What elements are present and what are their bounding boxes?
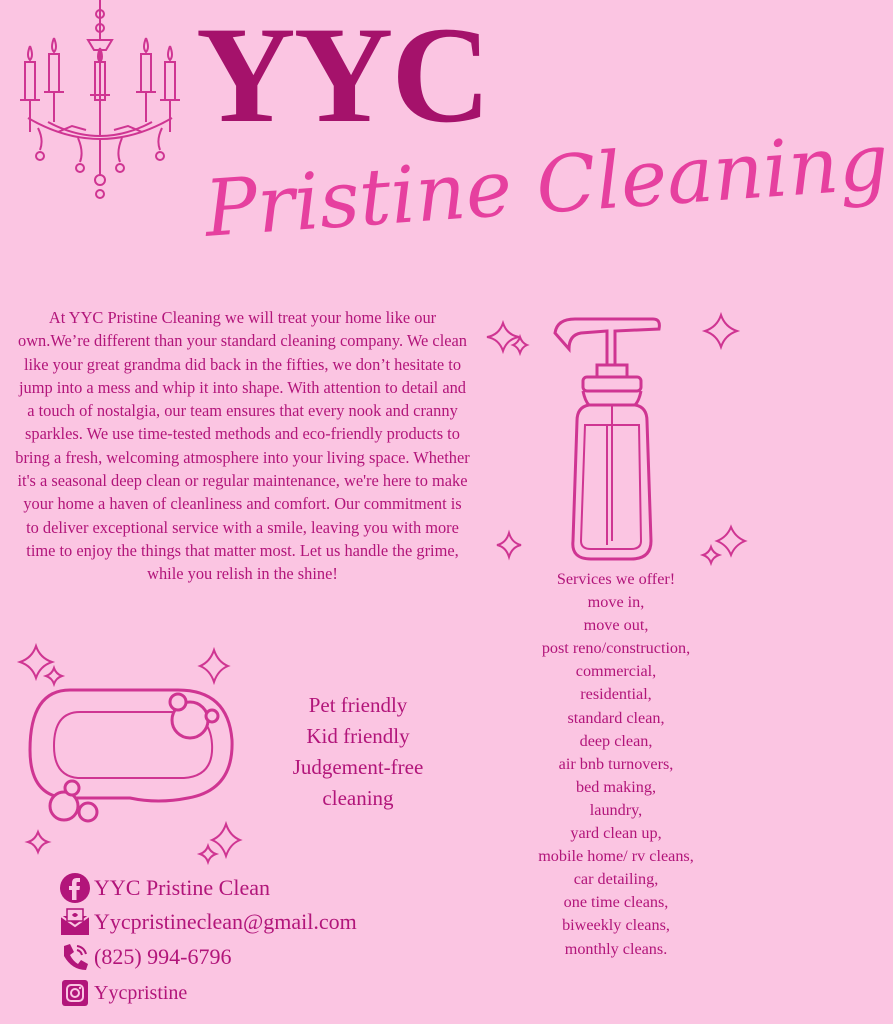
features-list — [268, 690, 448, 814]
feature-item: Pet friendly — [308, 693, 408, 717]
brand-subtitle: Pristine Cleaning — [201, 117, 892, 255]
service-item: yard clean up, — [570, 824, 662, 843]
soap-bar-icon — [18, 640, 250, 868]
feature-item: Kid friendly — [306, 724, 410, 748]
contact-facebook[interactable] — [60, 872, 270, 904]
service-item: move in, — [587, 593, 645, 612]
contact-phone[interactable] — [60, 941, 231, 973]
contact-instagram[interactable] — [60, 977, 187, 1009]
intro-paragraph: At YYC Pristine Cleaning we will treat your home like our own.We’re different than your standard cleaning company. We clean like your great grandma did back in the fifties, we don’t hesitate to jump into a mess and whip it into shape. With attention to detail and a touch of nostalgia, our team ensures that every nook and cranny sparkles. We use time-tested methods and eco-friendly products to bring a fresh, welcoming atmosphere into your living space. Whether it's a seasonal deep clean or regular maintenance, we're here to make your home a haven of cleanliness and comfort. Our commitment is to deliver exceptional service with a smile, leaving you with more time to enjoy the things that matter most. Let us handle the grime, while you relish in the shine! — [15, 308, 470, 584]
service-item: post reno/construction, — [541, 639, 691, 658]
service-item: laundry, — [589, 800, 643, 819]
service-item: residential, — [580, 685, 652, 704]
soap-dispenser-icon — [485, 305, 755, 570]
phone-number: (825) 994-6796 — [94, 944, 232, 969]
brand-title: YYC — [196, 0, 489, 151]
facebook-handle: YYC Pristine Clean — [94, 875, 270, 900]
services-list — [500, 568, 732, 961]
services-heading: Services we offer! — [556, 570, 676, 588]
service-item: car detailing, — [573, 870, 659, 889]
service-item: bed making, — [575, 777, 657, 796]
instagram-handle: Yycpristine — [94, 981, 188, 1004]
service-item: biweekly cleans, — [562, 916, 670, 935]
email-address: Yycpristineclean@gmail.com — [94, 909, 357, 934]
feature-item: cleaning — [322, 786, 394, 810]
service-item: mobile home/ rv cleans, — [538, 847, 694, 866]
facebook-icon — [60, 873, 90, 903]
feature-item: Judgement-free — [292, 755, 424, 779]
instagram-icon — [60, 978, 90, 1008]
contact-email[interactable] — [60, 906, 357, 938]
service-item: commercial, — [575, 662, 657, 681]
chandelier-icon — [18, 0, 183, 205]
phone-icon — [60, 942, 90, 972]
service-item: air bnb turnovers, — [558, 754, 674, 773]
service-item: standard clean, — [567, 708, 665, 727]
service-item: monthly cleans. — [564, 939, 668, 958]
service-item: move out, — [583, 616, 649, 635]
service-item: one time cleans, — [563, 893, 669, 912]
service-item: deep clean, — [579, 731, 653, 750]
email-icon — [60, 907, 90, 937]
